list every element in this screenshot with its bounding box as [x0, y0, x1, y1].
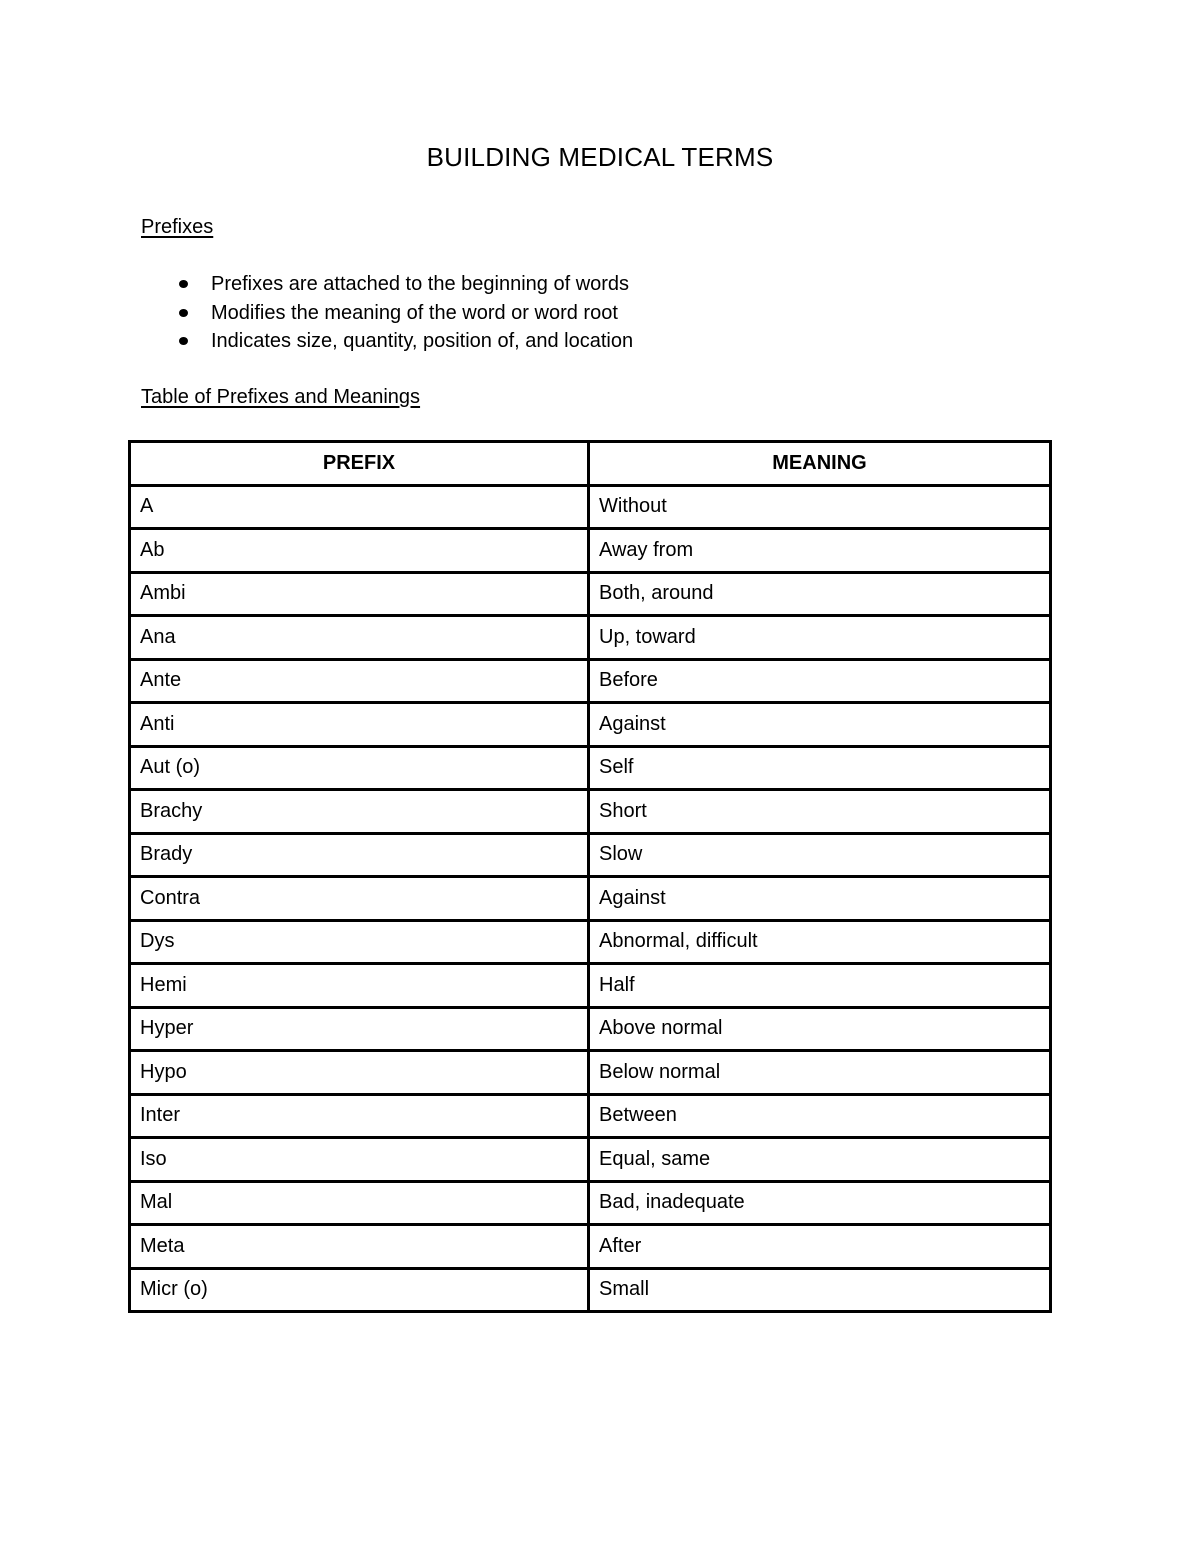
prefix-cell: Anti	[130, 703, 589, 747]
column-header-prefix: PREFIX	[130, 442, 589, 486]
meaning-cell: Above normal	[589, 1007, 1051, 1051]
prefix-cell: Brady	[130, 833, 589, 877]
meaning-cell: Away from	[589, 529, 1051, 573]
table-row	[130, 1007, 1051, 1051]
list-item	[141, 270, 633, 299]
prefix-cell: Hypo	[130, 1051, 589, 1095]
meaning-cell: Small	[589, 1268, 1051, 1312]
prefix-table	[128, 440, 1052, 1313]
table-row	[130, 1094, 1051, 1138]
meaning-cell: Equal, same	[589, 1138, 1051, 1182]
prefix-facts-list	[141, 270, 633, 356]
prefix-cell: Brachy	[130, 790, 589, 834]
table-row	[130, 746, 1051, 790]
meaning-cell: Self	[589, 746, 1051, 790]
prefix-cell: Micr (o)	[130, 1268, 589, 1312]
prefix-cell: Ante	[130, 659, 589, 703]
meaning-cell: Abnormal, difficult	[589, 920, 1051, 964]
table-heading: Table of Prefixes and Meanings	[141, 386, 421, 408]
prefix-cell: A	[130, 485, 589, 529]
prefix-cell: Mal	[130, 1181, 589, 1225]
prefix-cell: Aut (o)	[130, 746, 589, 790]
table-row	[130, 659, 1051, 703]
table-row	[130, 572, 1051, 616]
prefix-cell: Ana	[130, 616, 589, 660]
prefix-cell: Iso	[130, 1138, 589, 1182]
prefix-cell: Ambi	[130, 572, 589, 616]
meaning-cell: Against	[589, 877, 1051, 921]
meaning-cell: Between	[589, 1094, 1051, 1138]
list-item-text: Modifies the meaning of the word or word root	[211, 301, 618, 324]
table-header-row	[130, 442, 1051, 486]
table-row	[130, 920, 1051, 964]
bullet-icon	[179, 337, 188, 345]
page-title: BUILDING MEDICAL TERMS	[426, 142, 774, 172]
meaning-cell: Below normal	[589, 1051, 1051, 1095]
table-row	[130, 616, 1051, 660]
prefixes-heading: Prefixes	[141, 216, 214, 238]
meaning-cell: Before	[589, 659, 1051, 703]
prefix-cell: Dys	[130, 920, 589, 964]
table-row	[130, 703, 1051, 747]
table-row	[130, 1225, 1051, 1269]
column-header-meaning: MEANING	[589, 442, 1051, 486]
prefix-cell: Contra	[130, 877, 589, 921]
meaning-cell: Half	[589, 964, 1051, 1008]
prefix-cell: Hyper	[130, 1007, 589, 1051]
prefix-cell: Inter	[130, 1094, 589, 1138]
table-row	[130, 877, 1051, 921]
table-row	[130, 1181, 1051, 1225]
list-item-text: Prefixes are attached to the beginning of words	[211, 273, 630, 295]
table-row	[130, 485, 1051, 529]
table-row	[130, 529, 1051, 573]
bullet-icon	[179, 280, 188, 288]
bullet-icon	[179, 309, 188, 317]
meaning-cell: Up, toward	[589, 616, 1051, 660]
prefix-cell: Meta	[130, 1225, 589, 1269]
list-item	[141, 327, 633, 356]
meaning-cell: Against	[589, 703, 1051, 747]
meaning-cell: Short	[589, 790, 1051, 834]
meaning-cell: Bad, inadequate	[589, 1181, 1051, 1225]
meaning-cell: Slow	[589, 833, 1051, 877]
table-row	[130, 964, 1051, 1008]
table-row	[130, 833, 1051, 877]
prefix-cell: Hemi	[130, 964, 589, 1008]
list-item-text: Indicates size, quantity, position of, and location	[211, 330, 634, 352]
meaning-cell: Without	[589, 485, 1051, 529]
table-row	[130, 1268, 1051, 1312]
list-item	[141, 299, 633, 328]
prefix-cell: Ab	[130, 529, 589, 573]
table-row	[130, 1138, 1051, 1182]
meaning-cell: After	[589, 1225, 1051, 1269]
meaning-cell: Both, around	[589, 572, 1051, 616]
table-row	[130, 1051, 1051, 1095]
table-row	[130, 790, 1051, 834]
